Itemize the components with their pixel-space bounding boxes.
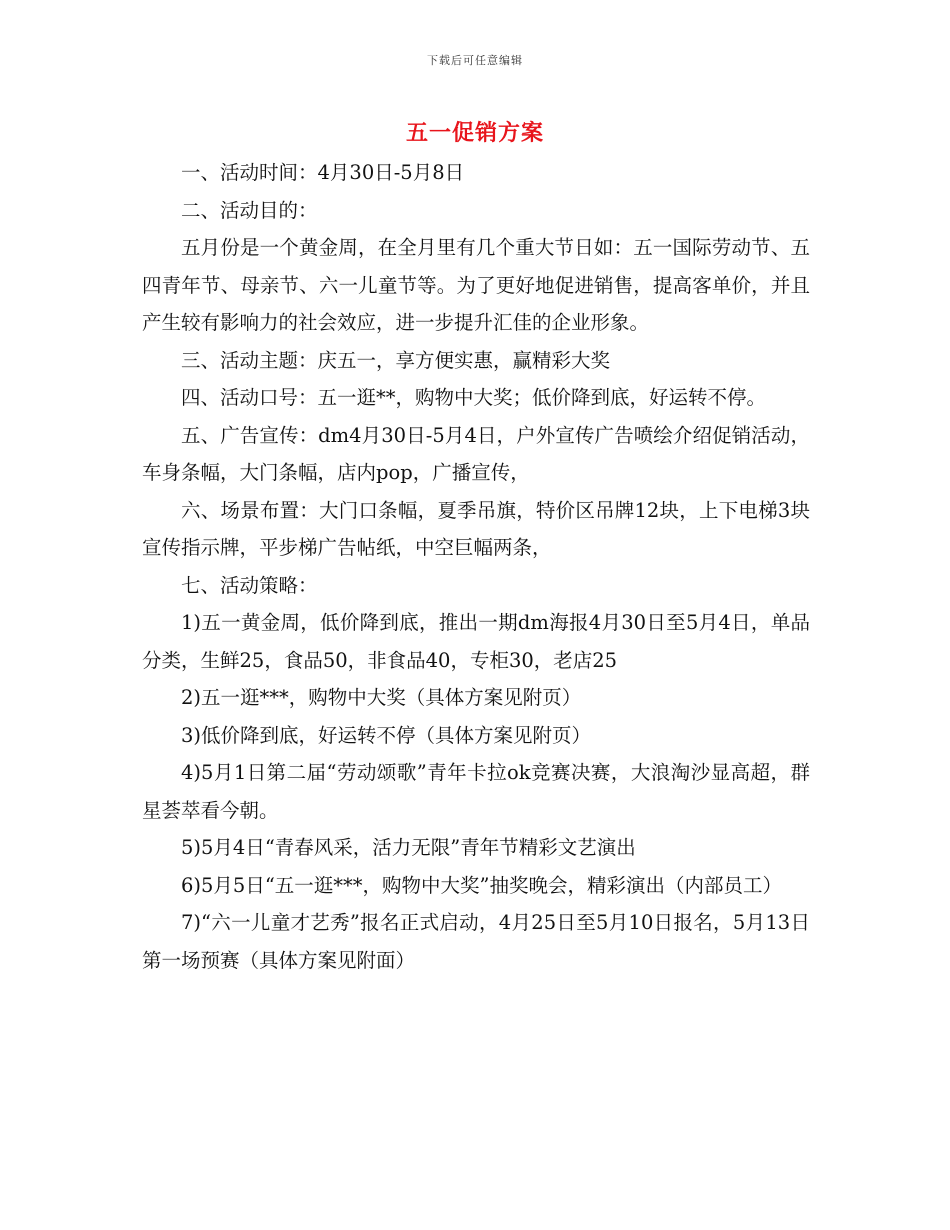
list-item-strategy-3: 3)低价降到底，好运转不停（具体方案见附页） (181, 723, 592, 747)
list-item-strategy-1: 1)五一黄金周，低价降到底，推出一期dm海报4月30日至5月4日，单品分类，生鲜25，食品50，非食品40，专柜30，老店25 (142, 611, 810, 672)
paragraph-scene-layout: 六、场景布置：大门口条幅，夏季吊旗，特价区吊牌12块，上下电梯3块宣传指示牌，平步梯广告帖纸，中空巨幅两条， (142, 498, 810, 559)
header-note: 下载后可任意编辑 (427, 54, 523, 67)
list-item-strategy-2: 2)五一逛***，购物中大奖（具体方案见附页） (181, 686, 582, 709)
paragraph-activity-time: 一、活动时间：4月30日-5月8日 (181, 161, 465, 184)
list-item-strategy-6: 6)5月5日“五一逛***，购物中大奖”抽奖晚会，精彩演出（内部员工） (181, 873, 783, 897)
list-item-strategy-4: 4)5月1日第二届“劳动颂歌”青年卡拉ok竞赛决赛，大浪淘沙显高超，群星荟萃看今朝。 (142, 761, 810, 822)
paragraph-purpose-text: 五月份是一个黄金周，在全月里有几个重大节日如：五一国际劳动节、五四青年节、母亲节、六一儿童节等。为了更好地促进销售，提高客单价，并且产生较有影响力的社会效应，进一步提升汇佳的企业形象。 (142, 236, 810, 334)
paragraph-strategy-heading: 七、活动策略： (181, 573, 318, 597)
list-item-strategy-7: 7)“六一儿童才艺秀”报名正式启动，4月25日至5月10日报名，5月13日第一场预赛（具体方案见附面） (142, 911, 810, 972)
paragraph-slogan: 四、活动口号：五一逛**，购物中大奖；低价降到底，好运转不停。 (181, 386, 767, 409)
paragraph-theme: 三、活动主题：庆五一，享方便实惠，赢精彩大奖 (181, 348, 611, 372)
paragraph-purpose-heading: 二、活动目的： (181, 198, 318, 222)
document-body (142, 154, 810, 979)
paragraph-advertising: 五、广告宣传：dm4月30日-5月4日，户外宣传广告喷绘介绍促销活动，车身条幅，大门条幅，店内pop，广播宣传， (142, 423, 810, 484)
document-title: 五一促销方案 (405, 121, 544, 146)
list-item-strategy-5: 5)5月4日“青春风采，活力无限”青年节精彩文艺演出 (181, 836, 636, 859)
